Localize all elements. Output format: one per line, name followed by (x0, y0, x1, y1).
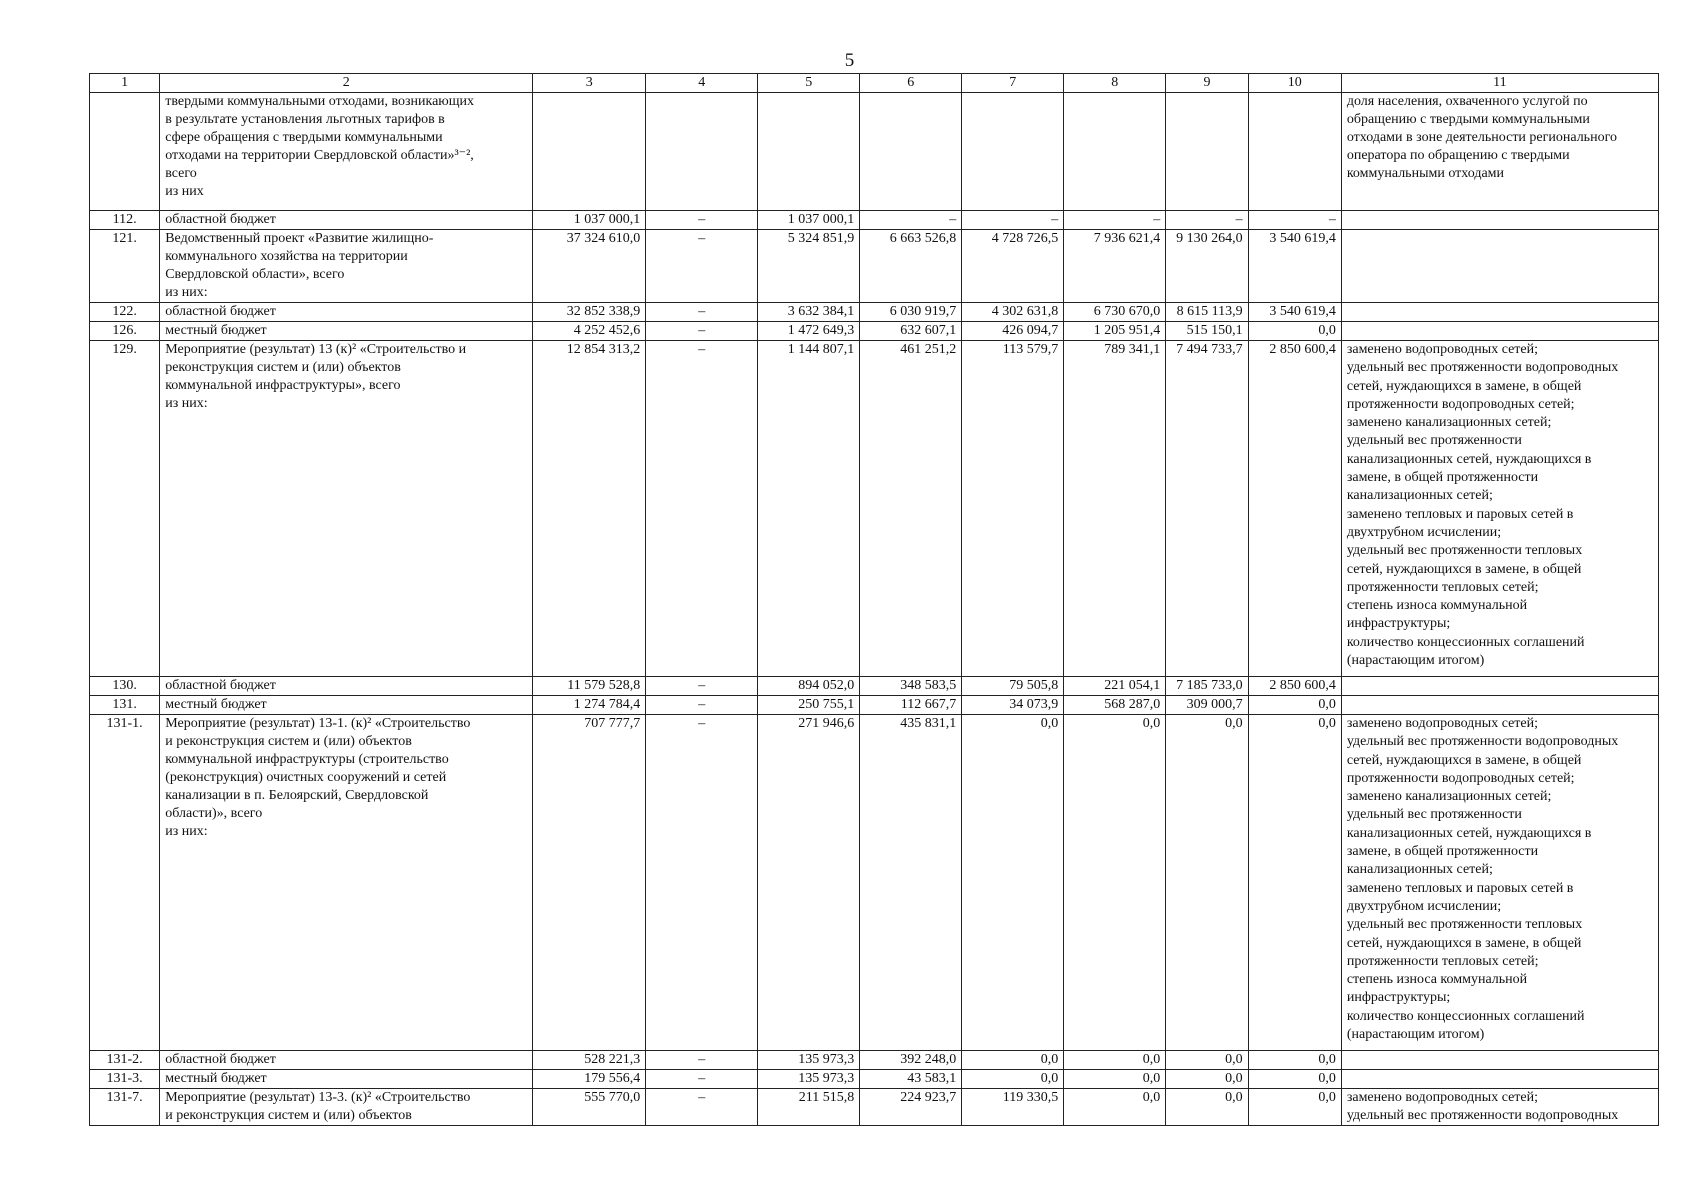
table-row (90, 93, 1659, 211)
year-2030-amount: 0,0 (1248, 715, 1341, 1051)
year-2024-amount: – (646, 696, 758, 715)
target-indicators (1341, 1051, 1658, 1070)
year-2026-amount: 6 663 526,8 (860, 230, 962, 303)
target-indicators (1341, 230, 1658, 303)
year-2025-amount: 894 052,0 (758, 677, 860, 696)
year-2027-amount: 4 302 631,8 (962, 303, 1064, 322)
year-2027-amount: 0,0 (962, 1070, 1064, 1089)
year-2025-amount: 135 973,3 (758, 1051, 860, 1070)
year-2025-amount: 1 472 649,3 (758, 322, 860, 341)
table-row (90, 341, 1659, 677)
target-indicators (1341, 1070, 1658, 1089)
year-2024-amount: – (646, 303, 758, 322)
year-2027-amount: 0,0 (962, 715, 1064, 1051)
table-row (90, 1089, 1659, 1126)
year-2026-amount: 224 923,7 (860, 1089, 962, 1126)
total-amount: 32 852 338,9 (533, 303, 646, 322)
total-amount: 1 274 784,4 (533, 696, 646, 715)
year-2029-amount: – (1166, 211, 1248, 230)
row-number: 131-7. (90, 1089, 160, 1126)
row-number: 131-3. (90, 1070, 160, 1089)
year-2024-amount: – (646, 211, 758, 230)
year-2025-amount: 1 144 807,1 (758, 341, 860, 677)
total-amount: 528 221,3 (533, 1051, 646, 1070)
year-2026-amount: 392 248,0 (860, 1051, 962, 1070)
year-2024-amount: – (646, 715, 758, 1051)
row-number: 121. (90, 230, 160, 303)
year-2028-amount: 0,0 (1064, 1089, 1166, 1126)
year-2029-amount: 0,0 (1166, 1051, 1248, 1070)
page-number: 5 (844, 50, 855, 71)
year-2024-amount: – (646, 677, 758, 696)
year-2028-amount: 0,0 (1064, 1070, 1166, 1089)
year-2027-amount: 0,0 (962, 1051, 1064, 1070)
target-indicators: заменено водопроводных сетей; удельный вес протяженности водопроводных сетей, нуждающихся в замене, в общей протяженности водопроводных сетей; заменено канализационных сетей; удельный вес протяженности канализационных сетей, нуждающихся в замене, в общей протяженности канализационных сетей; заменено тепловых и паровых сетей в двухтрубном исчислении; удельный вес протяженности тепловых сетей, нуждающихся в замене, в общей протяженности тепловых сетей; степень износа коммунальной инфраструктуры; количество концессионных соглашений (нарастающим итогом) (1341, 715, 1658, 1051)
total-amount: 4 252 452,6 (533, 322, 646, 341)
year-2030-amount: 0,0 (1248, 1089, 1341, 1126)
year-2026-amount: 632 607,1 (860, 322, 962, 341)
year-2024-amount (646, 93, 758, 211)
year-2025-amount: 271 946,6 (758, 715, 860, 1051)
year-2028-amount: 6 730 670,0 (1064, 303, 1166, 322)
year-2028-amount: 568 287,0 (1064, 696, 1166, 715)
year-2024-amount: – (646, 1070, 758, 1089)
year-2030-amount: 0,0 (1248, 696, 1341, 715)
column-number: 8 (1064, 74, 1166, 93)
table-row (90, 1070, 1659, 1089)
year-2027-amount (962, 93, 1064, 211)
year-2030-amount (1248, 93, 1341, 211)
year-2030-amount: – (1248, 211, 1341, 230)
year-2026-amount: – (860, 211, 962, 230)
column-number: 1 (90, 74, 160, 93)
column-number: 3 (533, 74, 646, 93)
year-2029-amount: 8 615 113,9 (1166, 303, 1248, 322)
row-number: 122. (90, 303, 160, 322)
item-name: местный бюджет (160, 1070, 533, 1089)
row-number: 112. (90, 211, 160, 230)
year-2027-amount: 113 579,7 (962, 341, 1064, 677)
item-name: твердыми коммунальными отходами, возникающих в результате установления льготных тарифов в сфере обращения с твердыми коммунальными отходами на территории Свердловской области»³⁻², всего из них (160, 93, 533, 211)
year-2025-amount: 3 632 384,1 (758, 303, 860, 322)
year-2027-amount: 34 073,9 (962, 696, 1064, 715)
year-2030-amount: 2 850 600,4 (1248, 341, 1341, 677)
year-2028-amount: 789 341,1 (1064, 341, 1166, 677)
year-2028-amount: 0,0 (1064, 1051, 1166, 1070)
year-2030-amount: 3 540 619,4 (1248, 230, 1341, 303)
column-number: 9 (1166, 74, 1248, 93)
year-2028-amount: 1 205 951,4 (1064, 322, 1166, 341)
year-2028-amount: – (1064, 211, 1166, 230)
item-name: областной бюджет (160, 211, 533, 230)
year-2029-amount (1166, 93, 1248, 211)
year-2024-amount: – (646, 230, 758, 303)
year-2029-amount: 309 000,7 (1166, 696, 1248, 715)
target-indicators (1341, 211, 1658, 230)
year-2026-amount: 461 251,2 (860, 341, 962, 677)
total-amount: 12 854 313,2 (533, 341, 646, 677)
year-2024-amount: – (646, 1051, 758, 1070)
year-2026-amount: 435 831,1 (860, 715, 962, 1051)
year-2030-amount: 2 850 600,4 (1248, 677, 1341, 696)
column-number-row (90, 74, 1659, 93)
year-2026-amount: 6 030 919,7 (860, 303, 962, 322)
row-number: 129. (90, 341, 160, 677)
year-2029-amount: 0,0 (1166, 1089, 1248, 1126)
item-name: Мероприятие (результат) 13-3. (к)² «Строительство и реконструкция систем и (или) объектов (160, 1089, 533, 1126)
total-amount (533, 93, 646, 211)
year-2030-amount: 0,0 (1248, 1051, 1341, 1070)
total-amount: 707 777,7 (533, 715, 646, 1051)
table-row (90, 677, 1659, 696)
item-name: местный бюджет (160, 322, 533, 341)
year-2025-amount (758, 93, 860, 211)
year-2029-amount: 0,0 (1166, 1070, 1248, 1089)
item-name: Мероприятие (результат) 13 (к)² «Строительство и реконструкция систем и (или) объектов коммунальной инфраструктуры», всего из них: (160, 341, 533, 677)
target-indicators: заменено водопроводных сетей; удельный вес протяженности водопроводных (1341, 1089, 1658, 1126)
year-2030-amount: 3 540 619,4 (1248, 303, 1341, 322)
year-2028-amount: 7 936 621,4 (1064, 230, 1166, 303)
target-indicators (1341, 696, 1658, 715)
year-2024-amount: – (646, 1089, 758, 1126)
year-2025-amount: 135 973,3 (758, 1070, 860, 1089)
target-indicators (1341, 677, 1658, 696)
column-number: 11 (1341, 74, 1658, 93)
table-row (90, 211, 1659, 230)
year-2030-amount: 0,0 (1248, 322, 1341, 341)
year-2027-amount: 79 505,8 (962, 677, 1064, 696)
column-number: 5 (758, 74, 860, 93)
item-name: областной бюджет (160, 303, 533, 322)
table-row (90, 322, 1659, 341)
target-indicators (1341, 322, 1658, 341)
year-2025-amount: 250 755,1 (758, 696, 860, 715)
total-amount: 555 770,0 (533, 1089, 646, 1126)
year-2028-amount (1064, 93, 1166, 211)
row-number: 131-1. (90, 715, 160, 1051)
table-row (90, 715, 1659, 1051)
year-2028-amount: 0,0 (1064, 715, 1166, 1051)
row-number (90, 93, 160, 211)
total-amount: 37 324 610,0 (533, 230, 646, 303)
year-2030-amount: 0,0 (1248, 1070, 1341, 1089)
column-number: 2 (160, 74, 533, 93)
column-number: 4 (646, 74, 758, 93)
table-row (90, 230, 1659, 303)
year-2026-amount: 43 583,1 (860, 1070, 962, 1089)
year-2024-amount: – (646, 322, 758, 341)
total-amount: 1 037 000,1 (533, 211, 646, 230)
total-amount: 179 556,4 (533, 1070, 646, 1089)
row-number: 131-2. (90, 1051, 160, 1070)
table-row (90, 1051, 1659, 1070)
year-2026-amount: 112 667,7 (860, 696, 962, 715)
total-amount: 11 579 528,8 (533, 677, 646, 696)
table-row (90, 303, 1659, 322)
year-2027-amount: 4 728 726,5 (962, 230, 1064, 303)
target-indicators: доля населения, охваченного услугой по обращению с твердыми коммунальными отходами в зоне деятельности регионального оператора по обращению с твердыми коммунальными отходами (1341, 93, 1658, 211)
item-name: Ведомственный проект «Развитие жилищно- коммунального хозяйства на территории Свердловской области», всего из них: (160, 230, 533, 303)
table-row (90, 696, 1659, 715)
row-number: 130. (90, 677, 160, 696)
year-2025-amount: 1 037 000,1 (758, 211, 860, 230)
column-number: 7 (962, 74, 1064, 93)
year-2029-amount: 515 150,1 (1166, 322, 1248, 341)
year-2029-amount: 7 494 733,7 (1166, 341, 1248, 677)
item-name: местный бюджет (160, 696, 533, 715)
year-2027-amount: 426 094,7 (962, 322, 1064, 341)
year-2026-amount (860, 93, 962, 211)
item-name: областной бюджет (160, 1051, 533, 1070)
year-2024-amount: – (646, 341, 758, 677)
year-2025-amount: 211 515,8 (758, 1089, 860, 1126)
column-number: 6 (860, 74, 962, 93)
row-number: 131. (90, 696, 160, 715)
column-number: 10 (1248, 74, 1341, 93)
year-2029-amount: 7 185 733,0 (1166, 677, 1248, 696)
year-2025-amount: 5 324 851,9 (758, 230, 860, 303)
item-name: Мероприятие (результат) 13-1. (к)² «Строительство и реконструкция систем и (или) объектов коммунальной инфраструктуры (строительство (реконструкция) очистных сооружений и сетей канализации в п. Белоярский, Свердловской области)», всего из них: (160, 715, 533, 1051)
target-indicators (1341, 303, 1658, 322)
year-2028-amount: 221 054,1 (1064, 677, 1166, 696)
item-name: областной бюджет (160, 677, 533, 696)
year-2027-amount: – (962, 211, 1064, 230)
row-number: 126. (90, 322, 160, 341)
target-indicators: заменено водопроводных сетей; удельный вес протяженности водопроводных сетей, нуждающихся в замене, в общей протяженности водопроводных сетей; заменено канализационных сетей; удельный вес протяженности канализационных сетей, нуждающихся в замене, в общей протяженности канализационных сетей; заменено тепловых и паровых сетей в двухтрубном исчислении; удельный вес протяженности тепловых сетей, нуждающихся в замене, в общей протяженности тепловых сетей; степень износа коммунальной инфраструктуры; количество концессионных соглашений (нарастающим итогом) (1341, 341, 1658, 677)
year-2027-amount: 119 330,5 (962, 1089, 1064, 1126)
year-2029-amount: 9 130 264,0 (1166, 230, 1248, 303)
year-2026-amount: 348 583,5 (860, 677, 962, 696)
budget-table (89, 73, 1659, 1126)
year-2029-amount: 0,0 (1166, 715, 1248, 1051)
